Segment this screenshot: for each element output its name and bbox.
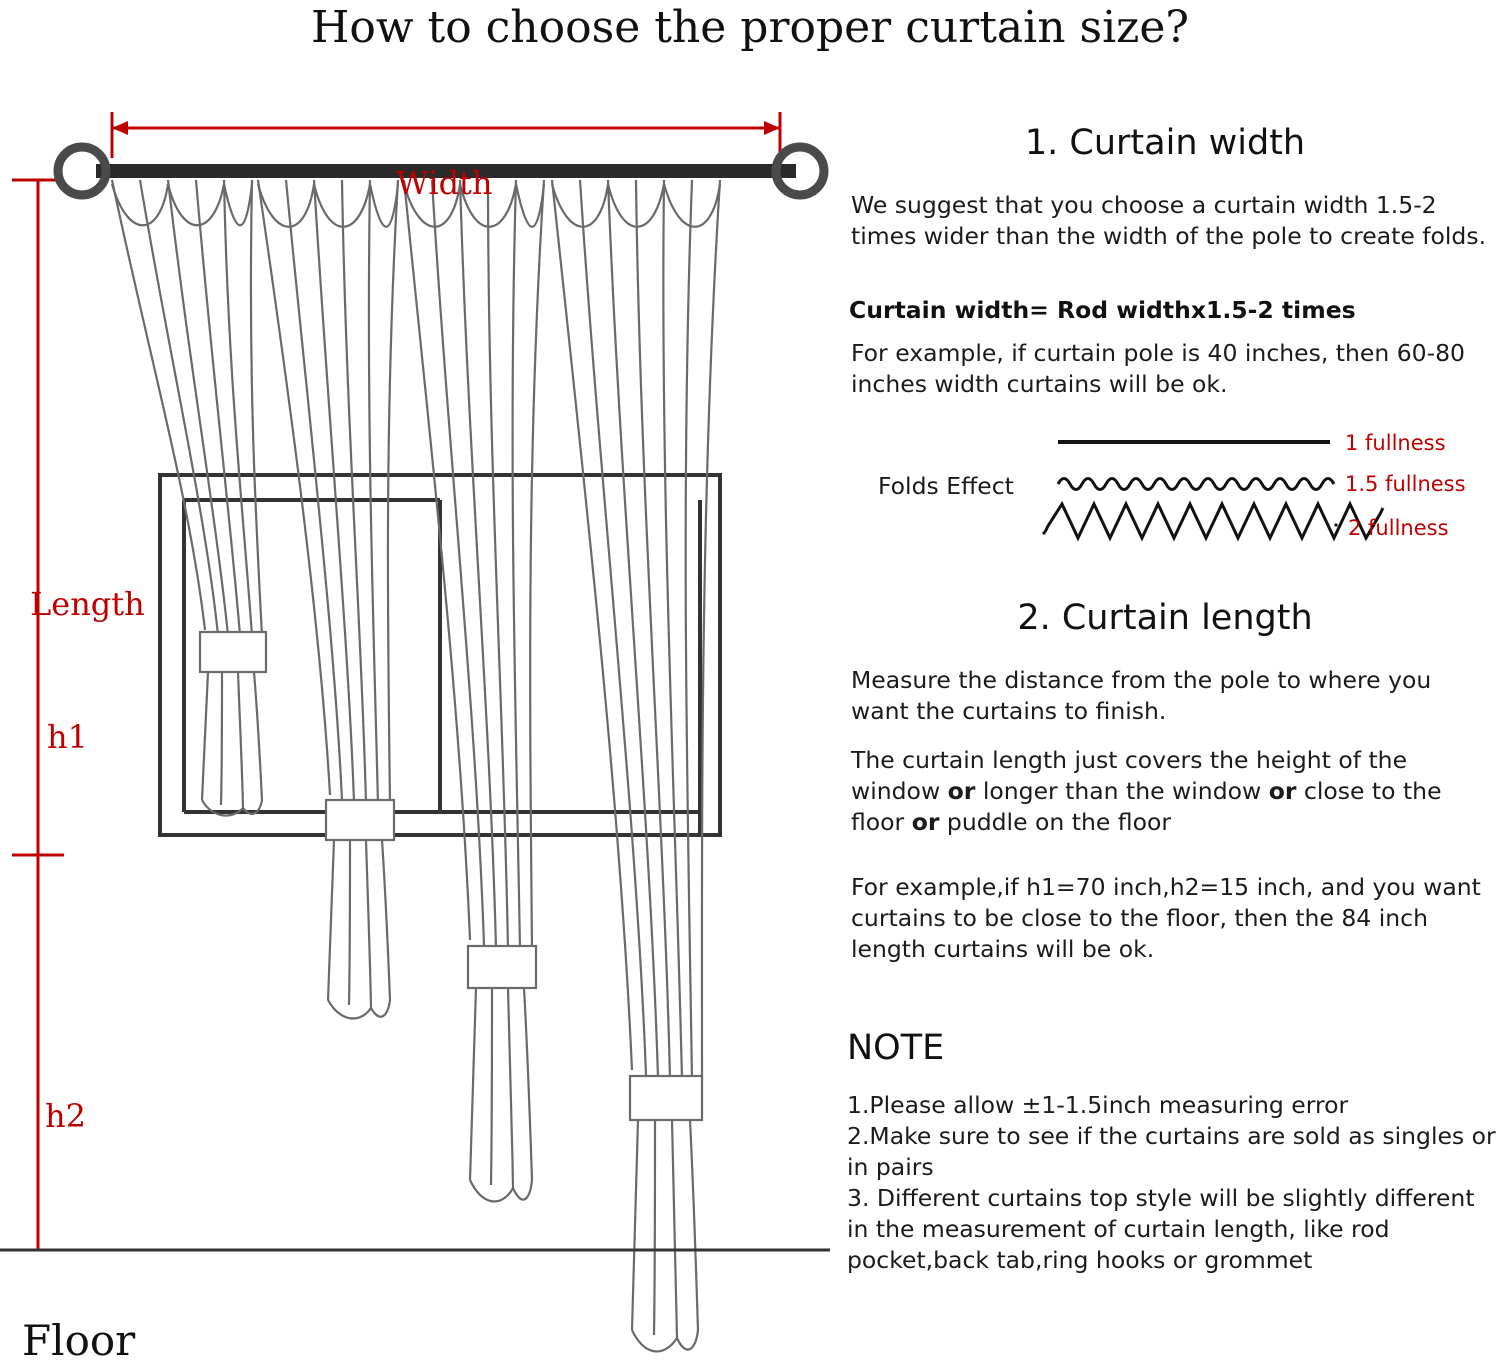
rich-bold-2: or [1268,777,1297,805]
folds-effect-block [845,420,1500,555]
folds-effect-label: Folds Effect [878,472,1014,500]
label-floor: Floor [22,1316,136,1365]
section-2-rich-paragraph [851,745,1496,838]
rich-bold-1: or [947,777,976,805]
label-h1: h1 [47,718,88,756]
section-2-paragraph-1: Measure the distance from the pole to where you want the curtains to finish. [851,666,1432,725]
page-title: How to choose the proper curtain size? [311,2,1189,53]
label-width: Width [396,164,493,202]
rich-bold-3: or [911,808,940,836]
section-2-paragraph-2: For example,if h1=70 inch,h2=15 inch, and you want curtains to be close to the floor, then the 84 inch length curtains will be ok. [851,873,1481,963]
section-2-heading: 2. Curtain length [1017,598,1313,638]
section-1-paragraph-2: For example, if curtain pole is 40 inches, then 60-80 inches width curtains will be ok. [851,339,1465,398]
note-title: NOTE [847,1028,945,1068]
rich-part-3: close to the floor [851,777,1442,836]
section-1-emphasis: Curtain width= Rod widthx1.5-2 times [849,296,1356,324]
rich-part-1: The curtain length just covers the height of the window [851,746,1408,805]
note-item-1: 1.Please allow ±1-1.5inch measuring error [847,1091,1349,1119]
rich-part-4: puddle on the floor [939,808,1172,836]
rich-part-2: longer than the window [975,777,1269,805]
section-1-paragraph-1: We suggest that you choose a curtain width 1.5-2 times wider than the width of the pole to create folds. [851,191,1487,250]
curtain-diagram [0,60,840,1365]
fullness-label-2: 1.5 fullness [1345,472,1466,496]
note-item-2: 2.Make sure to see if the curtains are sold as singles or in pairs [847,1122,1496,1181]
fullness-label-3: 2 fullness [1348,516,1449,540]
note-item-3: 3. Different curtains top style will be slightly different in the measurement of curtain length, like rod pocket,back tab,ring hooks or grommet [847,1184,1475,1274]
label-h2: h2 [45,1097,86,1135]
label-length: Length [30,585,145,623]
fullness-label-1: 1 fullness [1345,431,1446,455]
section-1-heading: 1. Curtain width [1024,123,1306,163]
instructions-column [845,0,1500,1364]
